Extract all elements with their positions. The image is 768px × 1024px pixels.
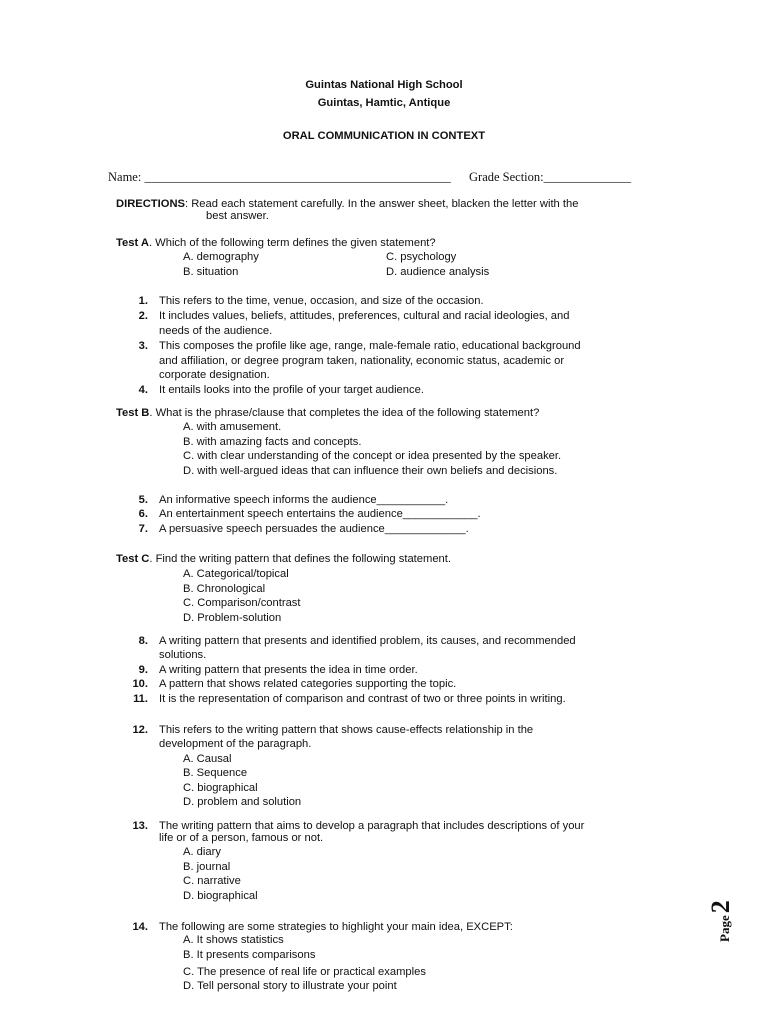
test-a-prompt: . Which of the following term defines the given statement?: [148, 237, 436, 249]
item-number: 1.: [138, 295, 148, 307]
item-number: 5.: [138, 494, 148, 506]
item14-choice-a: A. It shows statistics: [183, 934, 284, 946]
grade-section-line: [469, 170, 631, 184]
item-text: An entertainment speech entertains the audience____________.: [159, 508, 481, 520]
directions-label: DIRECTIONS: [116, 198, 185, 210]
test-c-prompt: . Find the writing pattern that defines the following statement.: [149, 553, 451, 565]
item12-choice-a: A. Causal: [183, 753, 232, 765]
school-name: Guintas National High School: [305, 79, 463, 91]
item12-choice-b: B. Sequence: [183, 767, 248, 779]
item-number: 3.: [138, 340, 148, 352]
directions: [116, 197, 578, 211]
item-number: 14.: [132, 921, 148, 933]
item-text: solutions.: [159, 649, 207, 661]
page-word: Page: [717, 915, 732, 942]
test-b-choice-c: C. with clear understanding of the concept or idea presented by the speaker.: [183, 450, 562, 462]
item-text: and affiliation, or degree program taken, nationality, economic status, academic or: [159, 355, 565, 367]
item-number: 11.: [133, 693, 148, 705]
item-text: corporate designation.: [159, 369, 270, 381]
name-blank[interactable]: _________________________________________________: [144, 170, 451, 184]
name-label: Name:: [108, 170, 145, 184]
test-b-choice-b: B. with amazing facts and concepts.: [183, 436, 362, 448]
test-a-choice-b: B. situation: [183, 266, 239, 278]
page-number: 2: [706, 900, 735, 914]
item12-choice-d: D. problem and solution: [183, 796, 302, 808]
test-b-prompt: . What is the phrase/clause that completes the idea of the following statement?: [149, 407, 540, 419]
item-text: needs of the audience.: [159, 325, 273, 337]
item-number: 2.: [138, 310, 148, 322]
directions-text: : Read each statement carefully. In the answer sheet, blacken the letter with the: [185, 198, 579, 210]
test-a-header: [116, 236, 436, 250]
page-number-mark: [706, 902, 746, 942]
item-number: 7.: [138, 523, 148, 535]
test-a-label: Test A: [116, 237, 149, 249]
item-number: 8.: [138, 635, 148, 647]
item-text: This refers to the writing pattern that shows cause-effects relationship in the: [159, 724, 534, 736]
test-c-label: Test C: [116, 553, 150, 565]
item-text: A persuasive speech persuades the audience_____________.: [159, 523, 469, 535]
item-number: 4.: [138, 384, 148, 396]
directions-text-cont: best answer.: [206, 210, 269, 222]
item-number: 12.: [132, 724, 148, 736]
item12-choice-c: C. biographical: [183, 782, 258, 794]
item-text: This refers to the time, venue, occasion, and size of the occasion.: [159, 295, 484, 307]
item-text: A writing pattern that presents and identified problem, its causes, and recommended: [159, 635, 576, 647]
test-b-choice-a: A. with amusement.: [183, 421, 282, 433]
item-number: 10.: [132, 678, 148, 690]
test-a-choice-a: A. demography: [183, 251, 259, 263]
test-a-choice-c: C. psychology: [386, 251, 457, 263]
test-a-choice-d: D. audience analysis: [386, 266, 490, 278]
item-number: 13.: [132, 820, 148, 832]
item-text: It includes values, beliefs, attitudes, preferences, cultural and racial ideologies, and: [159, 310, 570, 322]
item-text: The writing pattern that aims to develop a paragraph that includes descriptions of your: [159, 820, 585, 832]
subject-title: ORAL COMMUNICATION IN CONTEXT: [282, 130, 486, 142]
item-number: 9.: [138, 664, 148, 676]
grade-section-label: Grade Section:: [469, 170, 544, 184]
item13-choice-b: B. journal: [183, 861, 231, 873]
item13-choice-c: C. narrative: [183, 875, 241, 887]
grade-section-blank[interactable]: ______________: [543, 170, 632, 184]
item14-choice-b: B. It presents comparisons: [183, 949, 316, 961]
item-text: An informative speech informs the audience___________.: [159, 494, 449, 506]
test-c-choice-a: A. Categorical/topical: [183, 568, 289, 580]
item-text: life or of a person, famous or not.: [159, 832, 324, 844]
item-text: A pattern that shows related categories supporting the topic.: [159, 678, 457, 690]
item-number: 6.: [138, 508, 148, 520]
test-c-header: [116, 552, 451, 566]
item-text: A writing pattern that presents the idea in time order.: [159, 664, 418, 676]
test-b-choice-d: D. with well-argued ideas that can influence their own beliefs and decisions.: [183, 465, 558, 477]
test-c-choice-b: B. Chronological: [183, 583, 266, 595]
item-text: It is the representation of comparison and contrast of two or three points in writing.: [159, 693, 566, 705]
school-address: Guintas, Hamtic, Antique: [317, 97, 451, 109]
item-text: This composes the profile like age, range, male-female ratio, educational background: [159, 340, 581, 352]
name-line: [108, 170, 451, 184]
test-b-header: [116, 406, 539, 420]
item-text: development of the paragraph.: [159, 738, 312, 750]
test-c-choice-d: D. Problem-solution: [183, 612, 282, 624]
test-b-label: Test B: [116, 407, 150, 419]
item13-choice-a: A. diary: [183, 846, 221, 858]
item-text: The following are some strategies to highlight your main idea, EXCEPT:: [159, 921, 513, 933]
item13-choice-d: D. biographical: [183, 890, 258, 902]
item-text: It entails looks into the profile of your target audience.: [159, 384, 424, 396]
item14-choice-d: D. Tell personal story to illustrate your point: [183, 980, 397, 992]
test-c-choice-c: C. Comparison/contrast: [183, 597, 301, 609]
item14-choice-c: C. The presence of real life or practical examples: [183, 966, 426, 978]
